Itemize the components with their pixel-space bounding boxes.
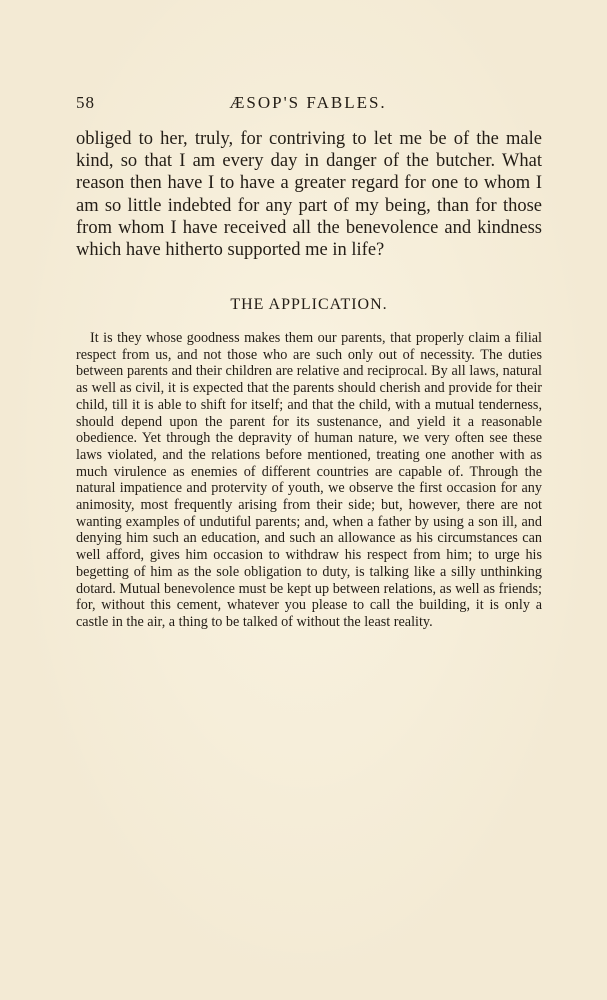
application-text: It is they whose goodness makes them our parents, that properly claim a filial respect from us, and not those who are such only out of necessity. The duties between parents and their children are relative and reciprocal. By all laws, natural as well as civil, it is expected that the parents should cherish and provide for their child, till it is able to shift for itself; and that the child, with a mutual tenderness, should depend upon the parent for its sustenance, and yield it a reasonable obedience. Yet through the depravity of human nature, we very often see these laws violated, and the relations before mentioned, treating one another with as much virulence as enemies of different countries are capable of. Through the natural impatience and protervity of youth, we observe the first occasion for any animosity, most frequently arising from their side; but, however, there are not wanting examples of undutiful parents; and, when a father by using a son ill, and denying him such an education, and such an allowance as his circumstances can well afford, gives him occasion to withdraw his respect from him; to urge his begetting of him as the sole obligation to duty, is talking like a silly unthinking dotard. Mutual benevolence must be kept up between relations, as well as friends; for, without this cement, whatever you please to call the building, it is only a castle in the air, a thing to be talked of without the least reality. (76, 330, 542, 630)
running-title: ÆSOP'S FABLES. (229, 93, 387, 112)
page-number: 58 (76, 93, 95, 112)
running-head (76, 93, 540, 117)
fable-text: obliged to her, truly, for contriving to let me be of the male kind, so that I am every day in danger of the butcher. What reason then have I to have a greater regard for one to whom I am so little indebted for any part of my being, than for those from whom I have received all the benevolence and kindness which have hitherto supported me in life? (76, 129, 542, 261)
application-heading: THE APPLICATION. (230, 296, 388, 313)
